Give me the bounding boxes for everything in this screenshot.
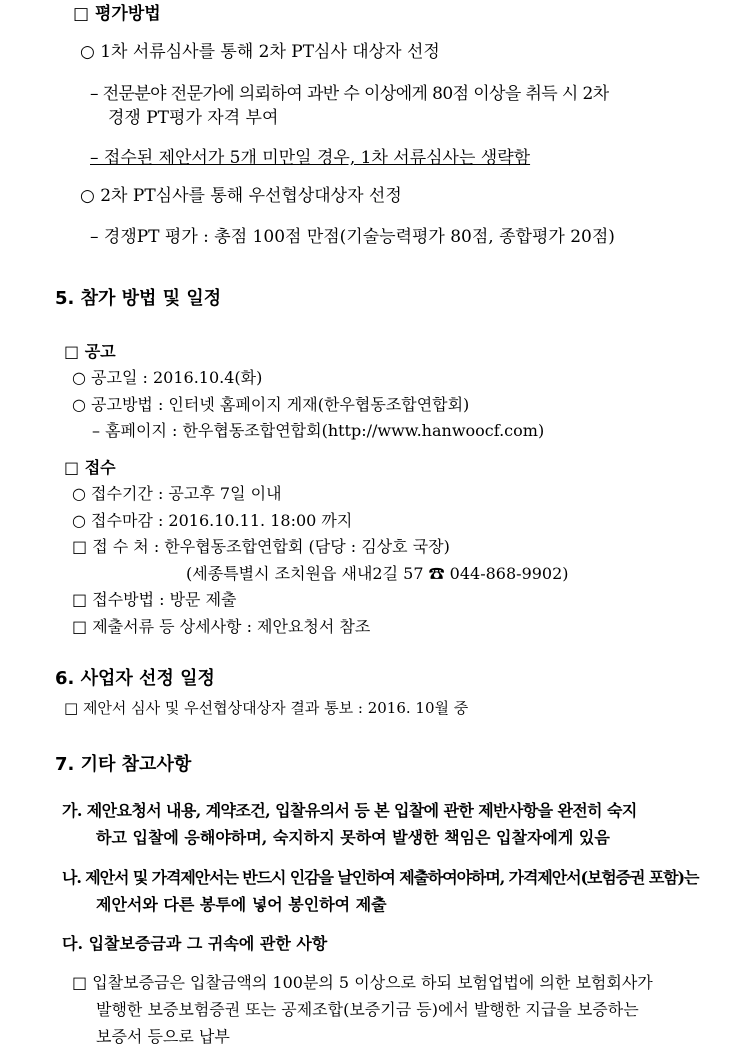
notice-method: ○ 공고방법 : 인터넷 홈페이지 게재(한우협동조합연합회) — [72, 395, 470, 414]
section7-title: 7. 기타 참고사항 — [55, 754, 192, 775]
reception-docs: □ 제출서류 등 상세사항 : 제안요청서 참조 — [72, 617, 371, 636]
eval-item-second-round: ○ 2차 PT심사를 통해 우선협상대상자 선정 — [80, 186, 402, 206]
notice-homepage: – 홈페이지 : 한우협동조합연합회(http://www.hanwoocf.com) — [92, 421, 545, 440]
note-ga-cont: 하고 입찰에 응해야하며, 숙지하지 못하여 발생한 책임은 입찰자에게 있음 — [96, 828, 610, 847]
note-da-item-cont2: 보증서 등으로 납부 — [96, 1027, 230, 1046]
eval-sub-expert-review-cont: 경쟁 PT평가 자격 부여 — [108, 108, 279, 128]
reception-deadline: ○ 접수마감 : 2016.10.11. 18:00 까지 — [72, 511, 353, 530]
eval-sub-skip-rule: – 접수된 제안서가 5개 미만일 경우, 1차 서류심사는 생략함 — [90, 148, 531, 168]
eval-sub-expert-review: – 전문분야 전문가에 의뢰하여 과반 수 이상에게 80점 이상을 취득 시 2차 — [90, 84, 609, 104]
notice-heading: □ 공고 — [64, 342, 116, 361]
note-da-item: □ 입찰보증금은 입찰금액의 100분의 5 이상으로 하되 보험업법에 의한 보험회사가 — [72, 973, 653, 992]
reception-address: (세종특별시 조치원읍 새내2길 57 ☎ 044-868-9902) — [186, 564, 569, 583]
section6-item: □ 제안서 심사 및 우선협상대상자 결과 통보 : 2016. 10월 중 — [64, 699, 469, 717]
notice-date: ○ 공고일 : 2016.10.4(화) — [72, 368, 263, 387]
eval-heading: □ 평가방법 — [73, 4, 161, 24]
reception-heading: □ 접수 — [64, 458, 116, 477]
eval-sub-pt-score: – 경쟁PT 평가 : 총점 100점 만점(기술능력평가 80점, 종합평가 20점) — [90, 227, 615, 247]
note-da-item-cont1: 발행한 보증보험증권 또는 공제조합(보증기금 등)에서 발행한 지급을 보증하는 — [96, 1000, 639, 1019]
note-ga: 가. 제안요청서 내용, 계약조건, 입찰유의서 등 본 입찰에 관한 제반사항을 완전히 숙지 — [62, 801, 637, 820]
note-da: 다. 입찰보증금과 그 귀속에 관한 사항 — [62, 934, 328, 953]
note-na: 나. 제안서 및 가격제안서는 반드시 인감을 날인하여 제출하여야하며, 가격제안서(보험증권 포함)는 — [62, 868, 699, 887]
eval-item-first-round: ○ 1차 서류심사를 통해 2차 PT심사 대상자 선정 — [80, 42, 440, 62]
reception-place: □ 접 수 처 : 한우협동조합연합회 (담당 : 김상호 국장) — [72, 537, 450, 556]
reception-period: ○ 접수기간 : 공고후 7일 이내 — [72, 484, 282, 503]
reception-way: □ 접수방법 : 방문 제출 — [72, 590, 237, 609]
section6-title: 6. 사업자 선정 일정 — [55, 668, 215, 689]
note-na-cont: 제안서와 다른 봉투에 넣어 봉인하여 제출 — [96, 895, 387, 914]
section5-title: 5. 참가 방법 및 일정 — [55, 288, 222, 309]
